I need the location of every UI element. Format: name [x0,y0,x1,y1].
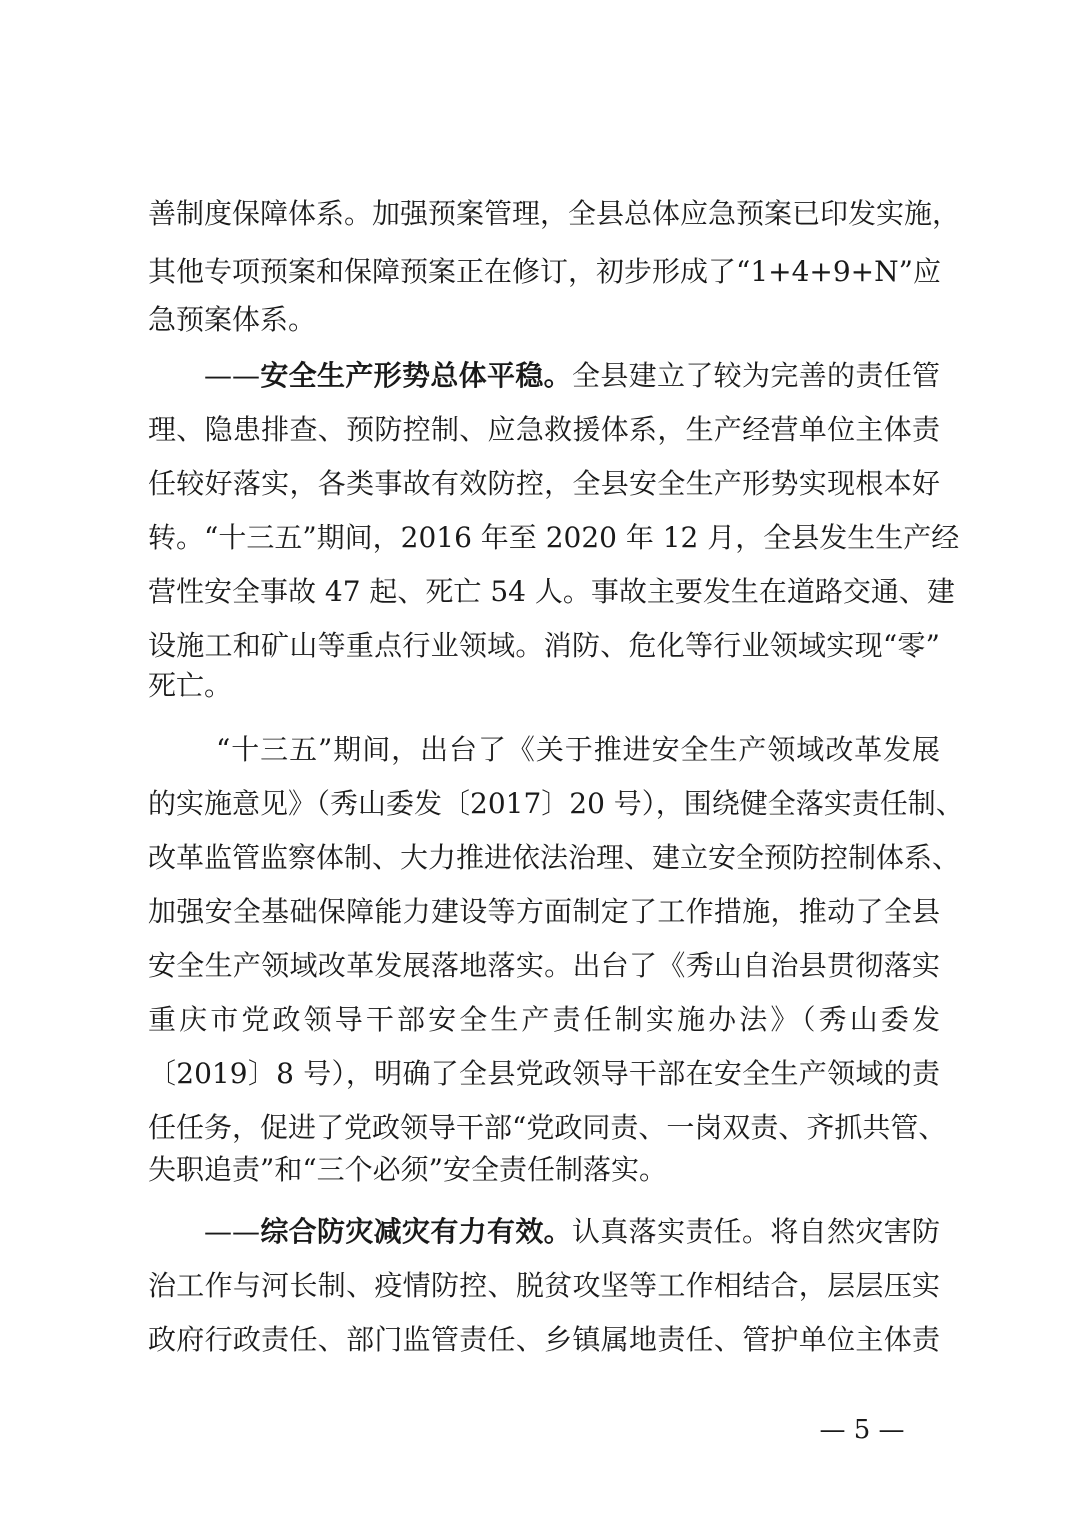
em-dash: —— [204,359,260,392]
body-line-12: 的实施意见》（秀山委发〔2017〕20 号），围绕健全落实责任制、 [148,787,964,820]
body-line-5: 理、隐患排查、预防控制、应急救援体系，生产经营单位主体责 [148,413,940,446]
body-line-11: “十三五”期间，出台了《关于推进安全生产领域改革发展 [216,733,940,766]
body-line-6: 任较好落实，各类事故有效防控，全县安全生产形势实现根本好 [148,467,940,500]
body-line-19: 失职追责”和“三个必须”安全责任制落实。 [148,1153,667,1186]
section-heading-disaster: 综合防灾减灾有力有效。 [260,1215,572,1248]
body-line-8: 营性安全事故 47 起、死亡 54 人。事故主要发生在道路交通、建 [148,575,955,608]
body-line-17: 〔2019〕8 号），明确了全县党政领导干部在安全生产领域的责 [148,1057,940,1090]
section-heading-continuation: 全县建立了较为完善的责任管 [572,359,940,392]
body-line-2: 其他专项预案和保障预案正在修订，初步形成了“1+4+9+N”应 [148,255,941,288]
body-line-3: 急预案体系。 [148,303,317,336]
body-line-15: 安全生产领域改革发展落地落实。出台了《秀山自治县贯彻落实 [148,949,940,982]
body-line-9: 设施工和矿山等重点行业领域。消防、危化等行业领域实现“零” [148,629,940,662]
body-line-1: 善制度保障体系。加强预案管理，全县总体应急预案已印发实施， [148,197,961,230]
body-line-14: 加强安全基础保障能力建设等方面制定了工作措施，推动了全县 [148,895,940,928]
section-heading-line-2 [204,1212,940,1252]
body-line-16: 重庆市党政领导干部安全生产责任制实施办法》（秀山委发 [148,1003,940,1036]
em-dash-2: —— [204,1215,260,1248]
body-line-13: 改革监管监察体制、大力推进依法治理、建立安全预防控制体系、 [148,841,961,874]
section-heading-line [204,356,940,396]
body-line-21: 治工作与河长制、疫情防控、脱贫攻坚等工作相结合，层层压实 [148,1269,940,1302]
body-line-22: 政府行政责任、部门监管责任、乡镇属地责任、管护单位主体责 [148,1323,940,1356]
body-line-7: 转。“十三五”期间，2016 年至 2020 年 12 月，全县发生生产经 [148,521,960,554]
section-heading-continuation-2: 认真落实责任。将自然灾害防 [572,1215,940,1248]
body-line-10: 死亡。 [148,669,233,702]
page-number: — 5 — [819,1415,905,1445]
body-line-18: 任任务，促进了党政领导干部“党政同责、一岗双责、齐抓共管、 [148,1111,947,1144]
section-heading-safety: 安全生产形势总体平稳。 [260,359,572,392]
